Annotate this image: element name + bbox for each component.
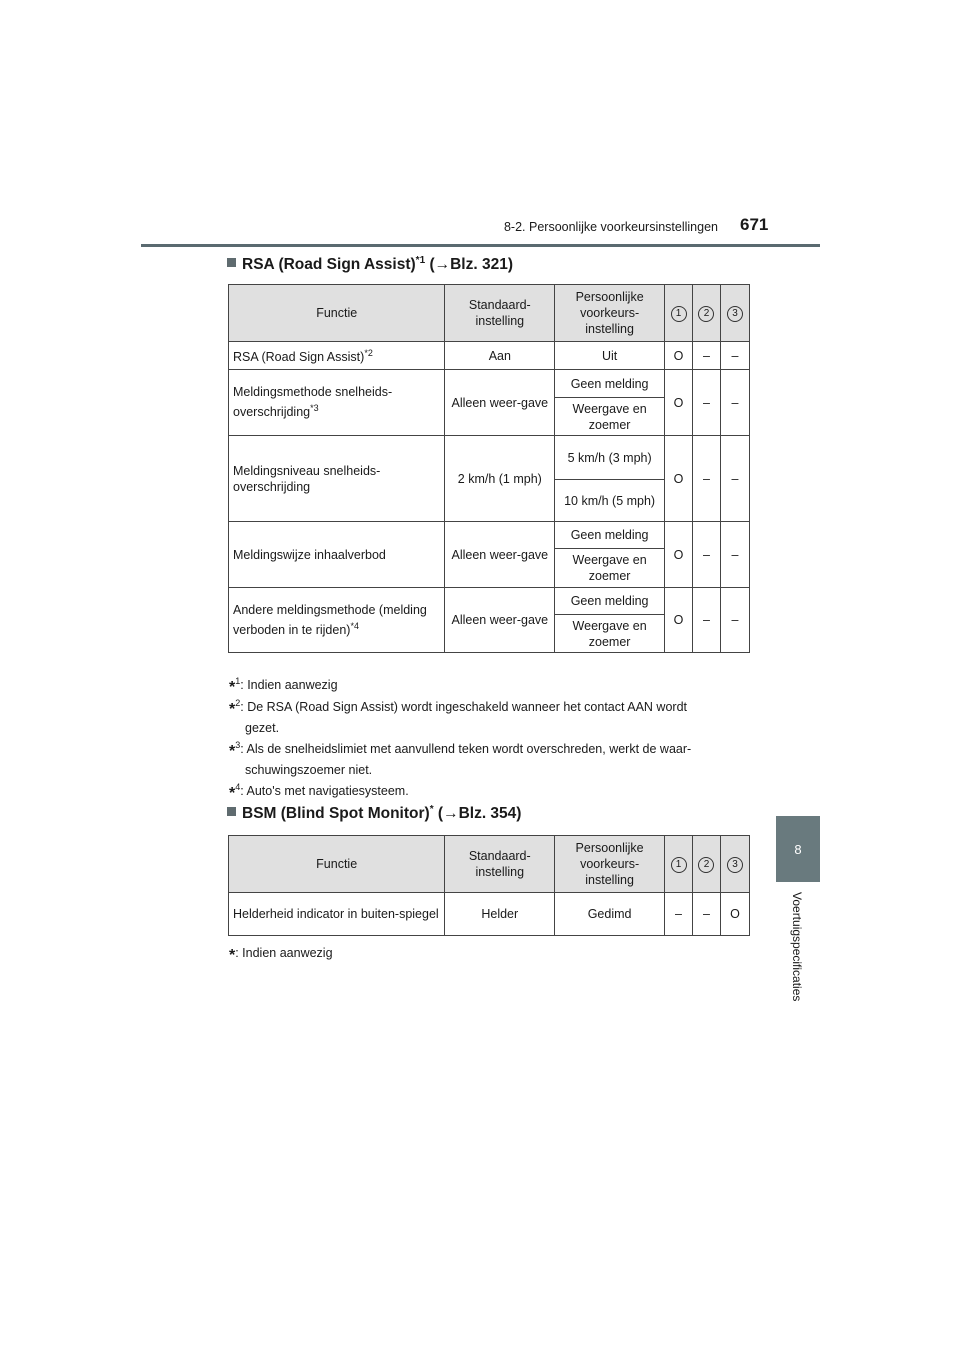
row-functie: Meldingsmethode snelheids-overschrijding$^{*3}$ [229, 370, 445, 436]
footnote-2: *$^2$: De RSA (Road Sign Assist) wordt ingeschakeld wanneer het contact AAN wordt gezet. [229, 698, 688, 736]
row-c2: – [692, 588, 720, 653]
row-c1: – [665, 893, 693, 936]
row-c2: – [693, 893, 721, 936]
rsa-title-main: RSA (Road Sign Assist) [242, 256, 416, 274]
row-option: Geen melding [555, 588, 665, 615]
footnote-1: *$^1$: Indien aanwezig [229, 676, 338, 697]
table-row [229, 893, 750, 936]
row-standaard: Alleen weer-gave [445, 522, 555, 588]
row-functie: Helderheid indicator in buiten-spiegel [229, 893, 445, 936]
rsa-title-sup: *1 [415, 255, 426, 266]
header-section: 8-2. Persoonlijke voorkeursinstellingen [503, 220, 718, 234]
row-standaard: Helder [445, 893, 555, 936]
circled-2-icon: 2 [698, 306, 714, 322]
row-persoonlijk: Gedimd [555, 893, 665, 936]
chapter-tab[interactable]: 8 [776, 816, 820, 882]
row-c3: – [720, 588, 749, 653]
row-c3: – [720, 436, 749, 522]
row-option: 10 km/h (5 mph) [555, 480, 665, 522]
row-standaard: Alleen weer-gave [445, 588, 555, 653]
row-option: Geen melding [555, 522, 665, 549]
bsm-title-ref[interactable]: (→Blz. 354) [437, 805, 522, 823]
row-c1: O [665, 588, 693, 653]
row-c3: O [720, 893, 749, 936]
row-functie: Meldingswijze inhaalverbod [229, 522, 445, 588]
circled-3-icon: 3 [727, 306, 743, 322]
col-functie: Functie [229, 836, 445, 893]
circled-2-icon: 2 [698, 857, 714, 873]
bsm-table [228, 835, 750, 936]
bsm-title-sup: * [429, 804, 434, 815]
row-option: Geen melding [555, 370, 665, 398]
row-functie: Meldingsniveau snelheids-overschrijding [229, 436, 445, 522]
table-row [229, 522, 750, 549]
bsm-title-main: BSM (Blind Spot Monitor) [242, 805, 430, 823]
row-standaard: Alleen weer-gave [445, 370, 555, 436]
header-rule [141, 244, 820, 247]
col-functie: Functie [229, 285, 445, 342]
row-c1: O [665, 370, 693, 436]
row-persoonlijk: Uit [555, 342, 665, 370]
chapter-label: Voertuigspecificaties [790, 892, 804, 1002]
row-c3: – [720, 342, 749, 370]
bsm-title [227, 804, 521, 823]
circled-1-icon: 1 [671, 857, 687, 873]
circled-1-icon: 1 [671, 306, 687, 322]
rsa-table [228, 284, 750, 653]
table-row [229, 436, 750, 480]
circled-3-icon: 3 [727, 857, 743, 873]
row-option: Weergave en zoemer [555, 549, 665, 588]
row-c1: O [665, 436, 693, 522]
row-functie: Andere meldingsmethode (melding verboden in te rijden)$^{*4}$ [229, 588, 445, 653]
row-c3: – [720, 370, 749, 436]
bullet-square-icon [227, 258, 236, 267]
bsm-footnote: *: Indien aanwezig [229, 946, 333, 964]
bsm-header-row [229, 836, 750, 893]
row-c3: – [720, 522, 749, 588]
row-standaard: Aan [445, 342, 555, 370]
table-row [229, 370, 750, 398]
rsa-header-row [229, 285, 750, 342]
footnote-3: *$^3$: Als de snelheidslimiet met aanvullend teken wordt overschreden, werkt de waar- schuwingszoemer niet. [229, 740, 692, 778]
row-option: 5 km/h (3 mph) [555, 436, 665, 480]
row-c1: O [665, 522, 693, 588]
rsa-title-ref[interactable]: (→Blz. 321) [429, 256, 513, 274]
col-standaard: Standaard-instelling [445, 836, 555, 893]
row-option: Weergave en zoemer [555, 615, 665, 653]
col-persoonlijk: Persoonlijke voorkeurs-instelling [555, 285, 665, 342]
footnote-4: *$^4$: Auto's met navigatiesysteem. [229, 782, 409, 803]
row-standaard: 2 km/h (1 mph) [445, 436, 555, 522]
bullet-square-icon [227, 807, 236, 816]
row-c2: – [692, 436, 720, 522]
row-c2: – [692, 522, 720, 588]
col-persoonlijk: Persoonlijke voorkeurs-instelling [555, 836, 665, 893]
col-standaard: Standaard-instelling [445, 285, 555, 342]
table-row [229, 588, 750, 615]
row-c2: – [692, 342, 720, 370]
row-option: Weergave en zoemer [555, 398, 665, 436]
page-number: 671 [740, 215, 769, 234]
rsa-title [227, 255, 513, 274]
row-c1: O [665, 342, 693, 370]
row-functie: RSA (Road Sign Assist)$^{*2}$ [229, 342, 445, 370]
table-row [229, 342, 750, 370]
row-c2: – [692, 370, 720, 436]
